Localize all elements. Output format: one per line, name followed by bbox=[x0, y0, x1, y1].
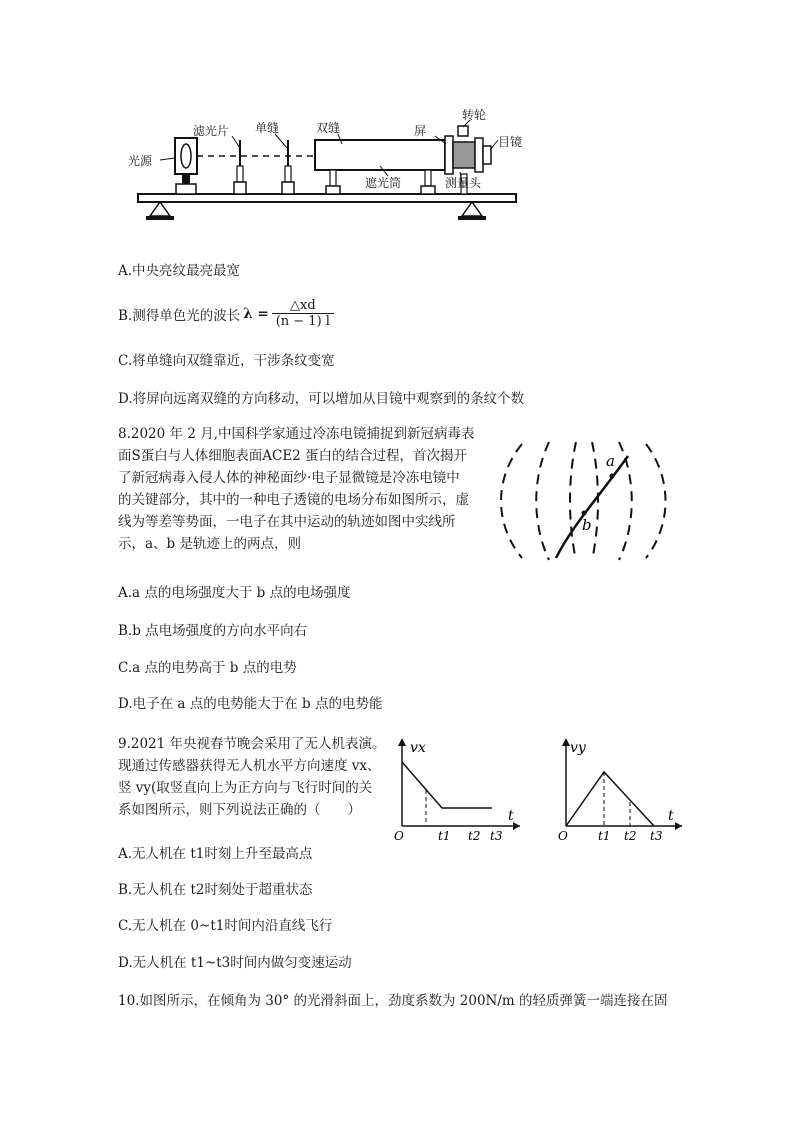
label-tube: 遮光筒 bbox=[365, 176, 402, 190]
rail-support-left bbox=[146, 202, 174, 220]
equipotential-line bbox=[570, 442, 576, 560]
vy-curve bbox=[566, 772, 654, 826]
vx-axis-label: vx bbox=[410, 740, 426, 756]
vy-time-graph bbox=[556, 732, 690, 844]
q7-wavelength-fraction bbox=[272, 298, 334, 329]
q8-option-a: A.a 点的电场强度大于 b 点的电场强度 bbox=[118, 585, 351, 601]
q8-line: 8.2020 年 2 月,中国科学家通过冷冻电镜捕捉到新冠病毒表 bbox=[118, 426, 475, 442]
single-slit bbox=[282, 140, 294, 194]
q9-stem bbox=[118, 733, 386, 821]
t-axis-label: t bbox=[668, 808, 674, 824]
light-source bbox=[175, 138, 197, 194]
q7-option-a: A.中央亮纹最亮最宽 bbox=[118, 263, 241, 279]
point-b-label: b bbox=[582, 516, 592, 534]
label-single-slit: 单缝 bbox=[255, 121, 280, 135]
label-double-slit: 双缝 bbox=[316, 121, 341, 135]
optical-rail bbox=[138, 194, 516, 202]
tick-t3: t3 bbox=[650, 829, 663, 843]
tick-t3: t3 bbox=[490, 829, 503, 843]
vx-curve bbox=[402, 762, 492, 808]
q9-line: 竖 vy(取竖直向上为正方向与飞行时间的关 bbox=[118, 780, 373, 796]
q7-fraction-numerator: △xd bbox=[272, 298, 334, 314]
tick-t2: t2 bbox=[624, 829, 637, 843]
q8-option-b: B.b 点电场强度的方向水平向右 bbox=[118, 623, 308, 639]
q8-stem bbox=[118, 423, 475, 555]
point-a-dot bbox=[610, 474, 615, 479]
rail-support-right bbox=[458, 202, 486, 220]
point-b-dot bbox=[582, 511, 587, 516]
q7-option-b-prefix: B.测得单色光的波长 bbox=[118, 307, 241, 324]
q8-line: 面S蛋白与人体细胞表面ACE2 蛋白的结合过程，首次揭开 bbox=[118, 448, 468, 464]
vy-axis-label: vy bbox=[570, 740, 586, 756]
filter bbox=[234, 140, 246, 194]
q7-option-b bbox=[118, 298, 334, 329]
q8-option-d: D.电子在 a 点的电势能大于在 b 点的电势能 bbox=[118, 696, 383, 712]
q9-line: 系如图所示，则下列说法正确的（ ） bbox=[118, 802, 361, 818]
q8-option-c: C.a 点的电势高于 b 点的电势 bbox=[118, 660, 297, 676]
label-wheel: 转轮 bbox=[462, 108, 487, 122]
label-screen: 屏 bbox=[414, 124, 427, 138]
q7-fraction-denominator: (n − 1) l bbox=[275, 314, 330, 329]
equipotential-line bbox=[646, 444, 666, 558]
label-eyepiece: 目镜 bbox=[498, 135, 523, 149]
label-measuring-head: 测量头 bbox=[445, 176, 482, 190]
equipotential-line bbox=[536, 442, 549, 560]
electron-trajectory bbox=[556, 456, 628, 558]
vx-time-graph bbox=[390, 732, 526, 844]
q9-option-c: C.无人机在 0~t1时间内沿直线飞行 bbox=[118, 918, 333, 934]
q10-stem-line: 10.如图所示，在倾角为 30° 的光滑斜面上，劲度系数为 200N/m 的轻质弹簧一端连接在固 bbox=[118, 993, 668, 1009]
q9-option-b: B.无人机在 t2时刻处于超重状态 bbox=[118, 882, 313, 898]
q8-line: 示，a、b 是轨迹上的两点，则 bbox=[118, 536, 301, 552]
electron-lens-field-figure bbox=[494, 438, 674, 562]
label-filter: 滤光片 bbox=[193, 124, 230, 138]
tick-t1: t1 bbox=[438, 829, 451, 843]
q7-lambda: λ = bbox=[243, 305, 269, 322]
q9-line: 9.2021 年央视春节晚会采用了无人机表演。 bbox=[118, 736, 386, 752]
tick-t2: t2 bbox=[468, 829, 481, 843]
q7-option-c: C.将单缝向双缝靠近，干涉条纹变宽 bbox=[118, 353, 335, 369]
q9-option-a: A.无人机在 t1时刻上升至最高点 bbox=[118, 846, 313, 862]
q9-option-d: D.无人机在 t1~t3时间内做匀变速运动 bbox=[118, 955, 352, 971]
q7-option-d: D.将屏向远离双缝的方向移动，可以增加从目镜中观察到的条纹个数 bbox=[118, 391, 525, 407]
tick-t1: t1 bbox=[598, 829, 611, 843]
q8-line: 了新冠病毒入侵人体的神秘面纱·电子显微镜是冷冻电镜中 bbox=[118, 470, 460, 486]
origin-label: O bbox=[394, 829, 404, 843]
q9-line: 现通过传感器获得无人机水平方向速度 vx、 bbox=[118, 758, 381, 774]
origin-label: O bbox=[558, 829, 568, 843]
t-axis-label: t bbox=[508, 808, 514, 824]
q8-line: 线为等差等势面，一电子在其中运动的轨迹如图中实线所 bbox=[118, 514, 456, 530]
equipotential-line bbox=[501, 444, 522, 558]
point-a-label: a bbox=[606, 452, 615, 470]
label-light-source: 光源 bbox=[128, 154, 153, 168]
q8-line: 的关键部分，其中的一种电子透镜的电场分布如图所示，虚 bbox=[118, 492, 469, 508]
